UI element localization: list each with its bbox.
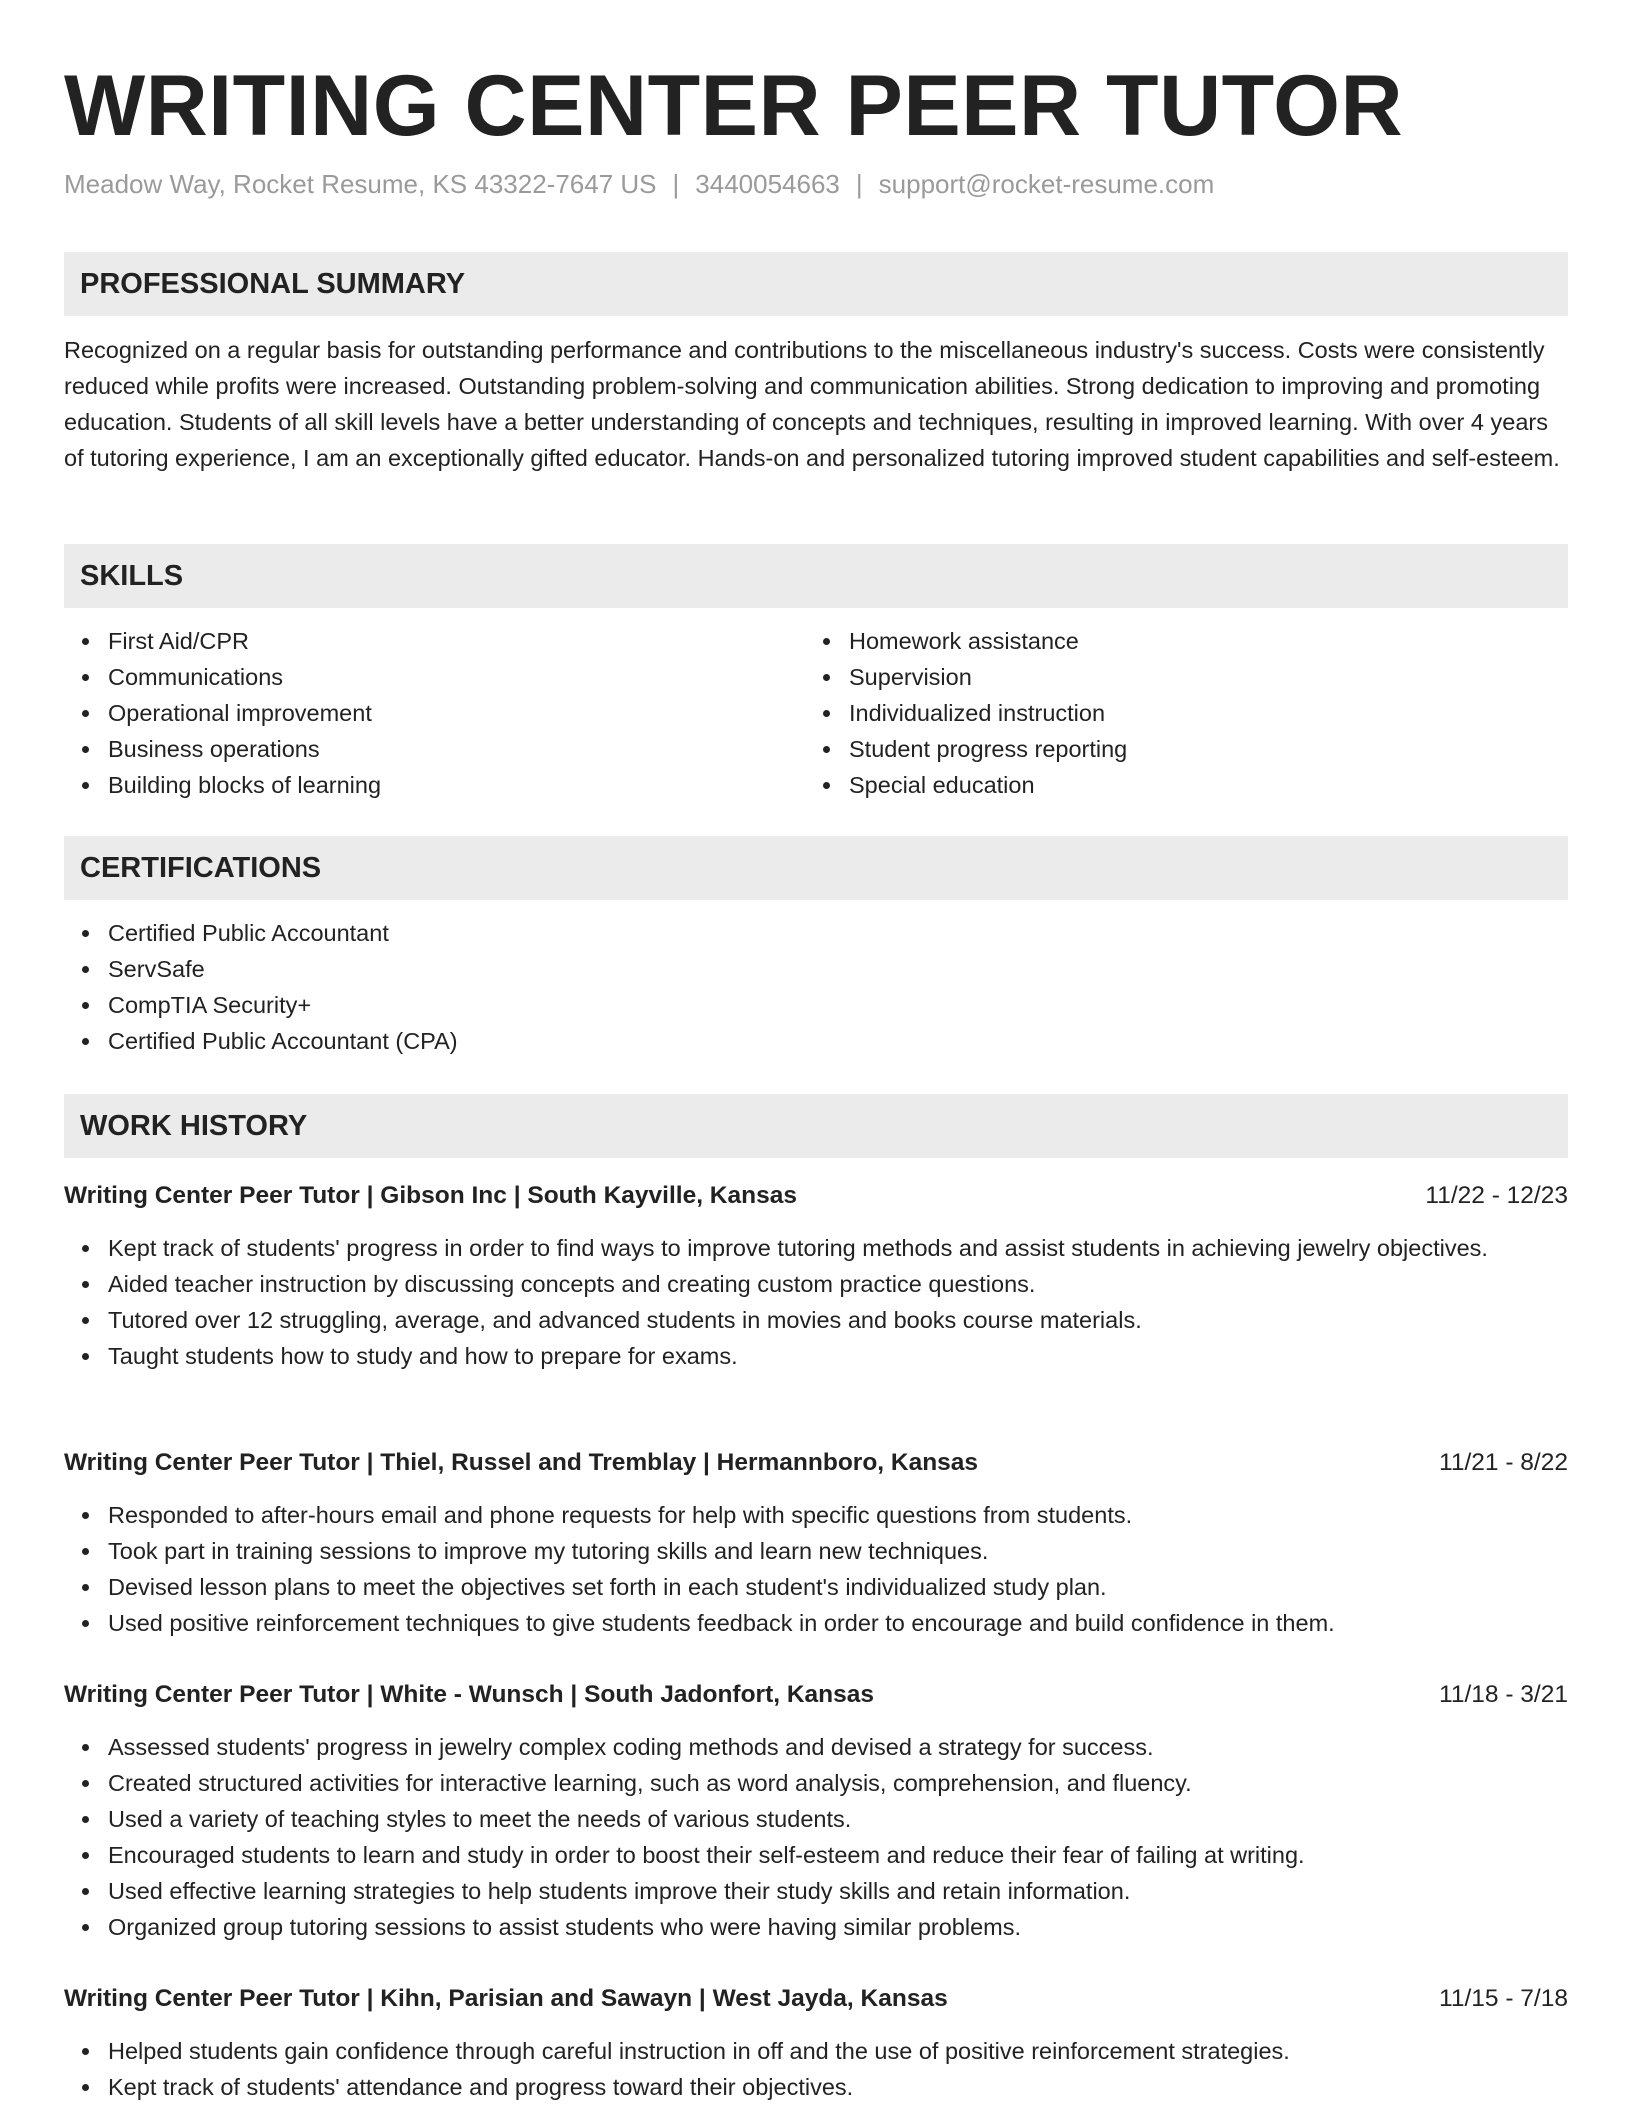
certifications-section-title: CERTIFICATIONS [80, 852, 322, 884]
certifications-list [64, 915, 1568, 1059]
job-bullet: Assessed students' progress in jewelry complex coding methods and devised a strategy for success. [64, 1729, 1568, 1765]
email-text: support@rocket-resume.com [878, 169, 1215, 199]
job-bullet: Took part in training sessions to improve my tutoring skills and learn new techniques. [64, 1533, 1568, 1569]
certification-item: Certified Public Accountant (CPA) [64, 1023, 1568, 1059]
skill-item: Homework assistance [805, 623, 1568, 659]
job-dates: 11/22 - 12/23 [1425, 1182, 1568, 1209]
job-dates: 11/15 - 7/18 [1439, 1985, 1568, 2012]
certification-item: Certified Public Accountant [64, 915, 1568, 951]
work-history-section-title: WORK HISTORY [80, 1110, 308, 1142]
job-title: Writing Center Peer Tutor | White - Wunsch | South Jadonfort, Kansas [64, 1681, 875, 1708]
resume-name: WRITING CENTER PEER TUTOR [64, 58, 1404, 154]
job-bullet: Organized group tutoring sessions to assist students who were having similar problems. [64, 1909, 1568, 1945]
skill-item: Special education [805, 767, 1568, 803]
job-bullet: Helped students gain confidence through careful instruction in off and the use of positive reinforcement strategies. [64, 2033, 1568, 2069]
job-title: Writing Center Peer Tutor | Kihn, Parisian and Sawayn | West Jayda, Kansas [64, 1985, 948, 2012]
contact-separator: | [672, 169, 680, 199]
certifications-section-header [64, 836, 1568, 900]
certification-item: ServSafe [64, 951, 1568, 987]
job-bullet: Tutored over 12 struggling, average, and advanced students in movies and books course materials. [64, 1302, 1568, 1338]
job-bullets [64, 1230, 1568, 1374]
job-bullet: Responded to after-hours email and phone requests for help with specific questions from students. [64, 1497, 1568, 1533]
contact-line [64, 166, 1214, 202]
job-title: Writing Center Peer Tutor | Thiel, Russel and Tremblay | Hermannboro, Kansas [64, 1449, 979, 1476]
skill-item: Supervision [805, 659, 1568, 695]
job-bullet: Aided teacher instruction by discussing concepts and creating custom practice questions. [64, 1266, 1568, 1302]
job-heading [64, 1178, 1568, 1214]
phone-text: 3440054663 [695, 169, 840, 199]
job-bullet: Encouraged students to learn and study in order to boost their self-esteem and reduce their fear of failing at writing. [64, 1837, 1568, 1873]
summary-section-title: PROFESSIONAL SUMMARY [80, 268, 466, 300]
job-heading [64, 1445, 1568, 1481]
job-bullets [64, 2033, 1568, 2105]
summary-section-header [64, 252, 1568, 316]
skills-list-right [805, 623, 1568, 803]
job-bullet: Used positive reinforcement techniques to give students feedback in order to encourage and build confidence in them. [64, 1605, 1568, 1641]
skill-item: Communications [64, 659, 804, 695]
skills-list-left [64, 623, 804, 803]
skill-item: Individualized instruction [805, 695, 1568, 731]
skill-item: First Aid/CPR [64, 623, 804, 659]
job-bullet: Used a variety of teaching styles to meet the needs of various students. [64, 1801, 1568, 1837]
job-dates: 11/18 - 3/21 [1439, 1681, 1568, 1708]
skill-item: Business operations [64, 731, 804, 767]
job-bullets [64, 1497, 1568, 1641]
contact-separator: | [855, 169, 863, 199]
job-bullet: Created structured activities for interactive learning, such as word analysis, comprehension, and fluency. [64, 1765, 1568, 1801]
job-bullet: Kept track of students' attendance and progress toward their objectives. [64, 2069, 1568, 2105]
job-heading [64, 1981, 1568, 2017]
skill-item: Operational improvement [64, 695, 804, 731]
job-bullet: Taught students how to study and how to prepare for exams. [64, 1338, 1568, 1374]
work-history-section-header [64, 1094, 1568, 1158]
certification-item: CompTIA Security+ [64, 987, 1568, 1023]
address-text: Meadow Way, Rocket Resume, KS 43322-7647 US [64, 169, 657, 199]
skill-item: Building blocks of learning [64, 767, 804, 803]
summary-text: Recognized on a regular basis for outstanding performance and contributions to the miscellaneous industry's success. Costs were consistently reduced while profits were increased. Outstanding problem-solving and communication abilities. Strong dedication to improving and promoting education. Students of all skill levels have a better understanding of concepts and techniques, resulting in improved learning. With over 4 years of tutoring experience, I am an exceptionally gifted educator. Hands-on and personalized tutoring improved student capabilities and self-esteem. [64, 337, 1560, 471]
skills-section-header [64, 544, 1568, 608]
job-bullet: Devised lesson plans to meet the objectives set forth in each student's individualized study plan. [64, 1569, 1568, 1605]
job-title: Writing Center Peer Tutor | Gibson Inc | South Kayville, Kansas [64, 1182, 797, 1209]
skills-section-title: SKILLS [80, 560, 184, 592]
job-bullet: Kept track of students' progress in order to find ways to improve tutoring methods and assist students in achieving jewelry objectives. [64, 1230, 1568, 1266]
job-heading [64, 1677, 1568, 1713]
skill-item: Student progress reporting [805, 731, 1568, 767]
job-dates: 11/21 - 8/22 [1439, 1449, 1568, 1476]
job-bullet: Used effective learning strategies to help students improve their study skills and retain information. [64, 1873, 1568, 1909]
job-bullets [64, 1729, 1568, 1945]
